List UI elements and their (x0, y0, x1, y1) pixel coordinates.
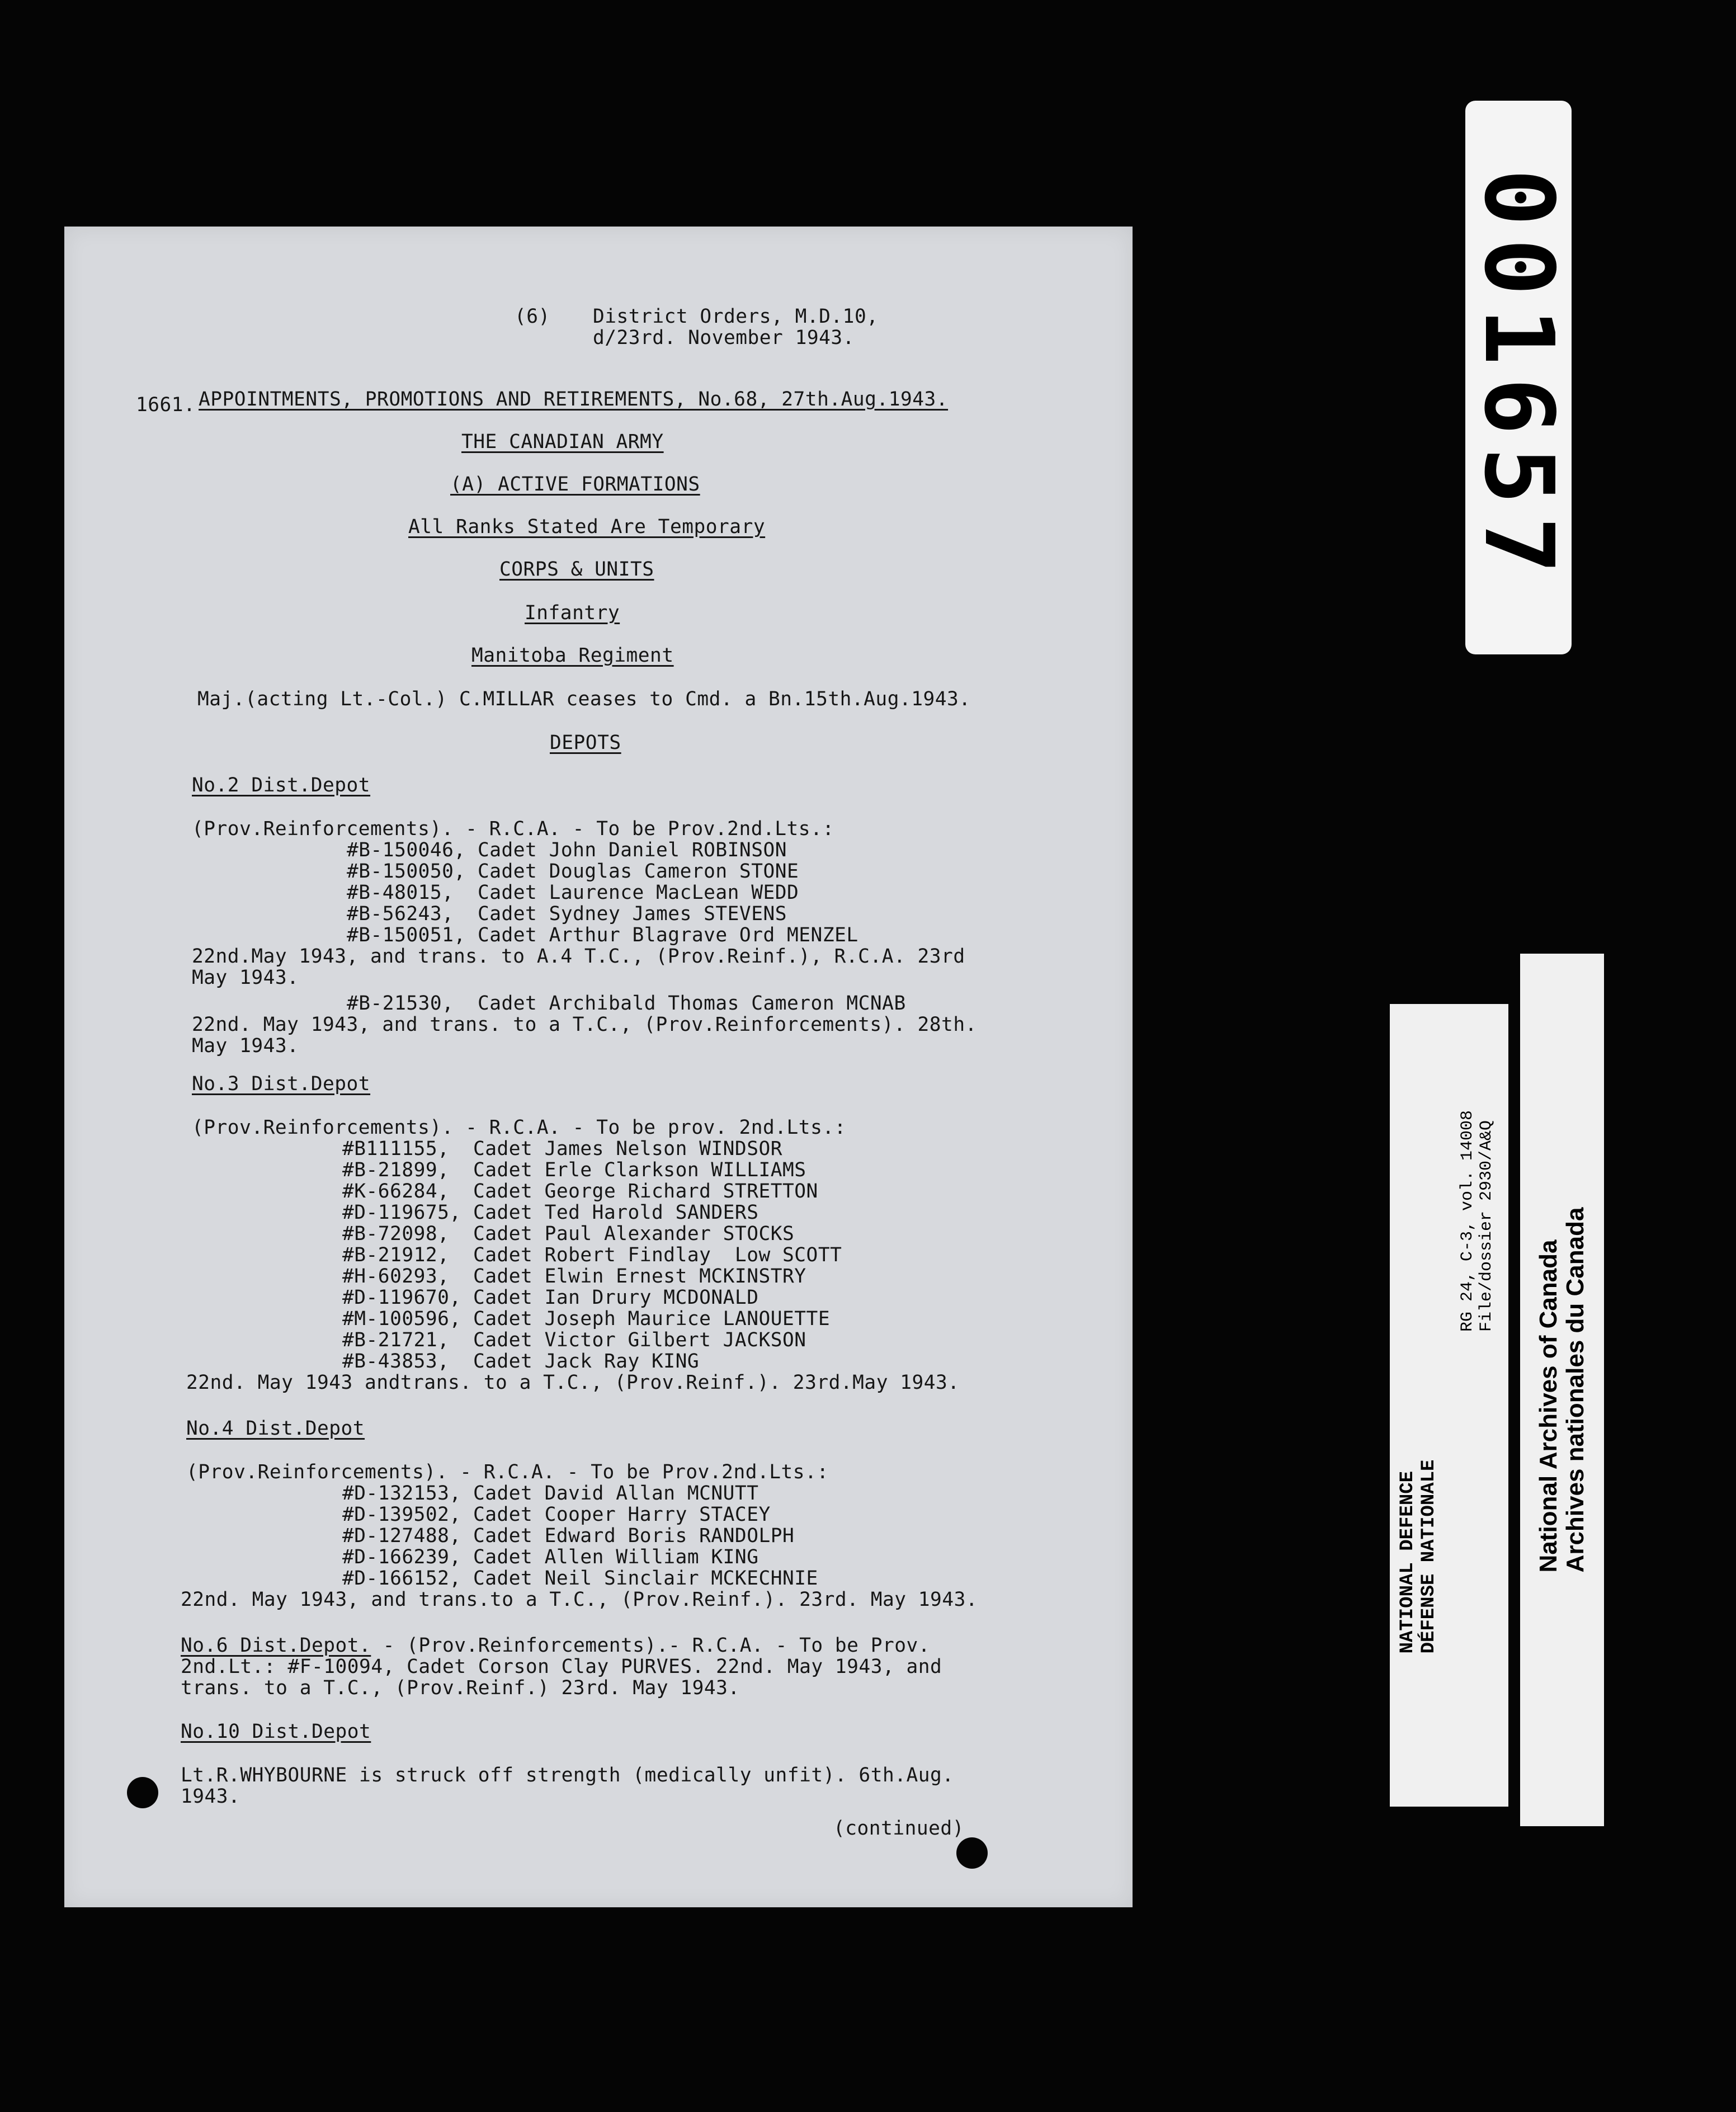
depot2-cadet-mcnab: #B-21530, Cadet Archibald Thomas Cameron MCNAB (347, 992, 906, 1015)
continued-note: (continued) (833, 1817, 964, 1840)
depot4-cadet: #D-166152, Cadet Neil Sinclair MCKECHNIE (342, 1567, 818, 1590)
depot2-cadet: #B-150050, Cadet Douglas Cameron STONE (347, 860, 799, 883)
depot6-heading: No.6 Dist.Depot. (181, 1634, 371, 1657)
army-heading: THE CANADIAN ARMY (461, 431, 664, 453)
depot2-cadet: #B-150051, Cadet Arthur Blagrave Ord MENZEL (347, 924, 858, 946)
depot2-heading: No.2 Dist.Depot (192, 774, 371, 796)
archives-en: National Archives of Canada (1535, 1239, 1562, 1573)
depot3-cadet: #K-66284, Cadet George Richard STRETTON (342, 1180, 818, 1203)
depot10-heading: No.10 Dist.Depot (181, 1720, 371, 1743)
depots-heading: DEPOTS (550, 732, 621, 754)
depot2-intro: (Prov.Reinforcements). - R.C.A. - To be Prov.2nd.Lts.: (192, 818, 834, 840)
depot2-transfer-2-date: May 1943. (192, 1035, 299, 1057)
regiment-heading: Manitoba Regiment (471, 644, 674, 667)
depot4-cadet: #D-127488, Cadet Edward Boris RANDOLPH (342, 1525, 795, 1547)
district-orders-line: District Orders, M.D.10, (593, 305, 879, 328)
depot6-line1 (181, 1635, 930, 1656)
defence-en: NATIONAL DEFENCE (1397, 1470, 1418, 1653)
depot2-transfer-date: May 1943. (192, 967, 299, 989)
formations-heading: (A) ACTIVE FORMATIONS (450, 473, 700, 496)
depot4-heading: No.4 Dist.Depot (186, 1417, 365, 1440)
punch-hole-mark (956, 1837, 988, 1869)
depot3-cadet: #B111155, Cadet James Nelson WINDSOR (342, 1138, 783, 1160)
depot4-cadet: #D-132153, Cadet David Allan MCNUTT (342, 1482, 759, 1505)
depot3-transfer: 22nd. May 1943 andtrans. to a T.C., (Prov.Reinf.). 23rd.May 1943. (186, 1371, 960, 1394)
depot2-transfer: 22nd.May 1943, and trans. to A.4 T.C., (Prov.Reinf.), R.C.A. 23rd (192, 945, 965, 968)
depot3-cadet: #H-60293, Cadet Elwin Ernest MCKINSTRY (342, 1265, 806, 1288)
depot4-intro: (Prov.Reinforcements). - R.C.A. - To be Prov.2nd.Lts.: (186, 1461, 829, 1483)
orders-date: d/23rd. November 1943. (593, 327, 855, 349)
depot6-intro: - (Prov.Reinforcements).- R.C.A. - To be Prov. (371, 1634, 931, 1657)
depot3-cadet: #B-21721, Cadet Victor Gilbert JACKSON (342, 1329, 806, 1351)
section-title: APPOINTMENTS, PROMOTIONS AND RETIREMENTS, No.68, 27th.Aug.1943. (199, 388, 949, 411)
depot2-cadet: #B-48015, Cadet Laurence MacLean WEDD (347, 881, 799, 904)
archives-fr: Archives nationales du Canada (1562, 1207, 1589, 1573)
punch-hole-mark (127, 1777, 158, 1808)
depot3-heading: No.3 Dist.Depot (192, 1073, 371, 1095)
archives-label (1520, 954, 1604, 1826)
frame-number: 001657 (1463, 168, 1574, 587)
depot6-line2: 2nd.Lt.: #F-10094, Cadet Corson Clay PURVES. 22nd. May 1943, and (181, 1656, 942, 1678)
archives-name-block (1535, 1208, 1589, 1573)
depot10-line2: 1943. (181, 1785, 240, 1808)
depot4-transfer: 22nd. May 1943, and trans.to a T.C., (Prov.Reinf.). 23rd. May 1943. (181, 1588, 978, 1611)
department-name-block (1397, 1459, 1440, 1653)
millar-entry: Maj.(acting Lt.-Col.) C.MILLAR ceases to Cmd. a Bn.15th.Aug.1943. (197, 688, 971, 710)
infantry-heading: Infantry (525, 602, 620, 624)
depot4-cadet: #D-139502, Cadet Cooper Harry STACEY (342, 1503, 771, 1526)
document-page (64, 227, 1133, 1907)
depot6-line3: trans. to a T.C., (Prov.Reinf.) 23rd. May 1943. (181, 1677, 740, 1699)
depot3-cadet: #B-21912, Cadet Robert Findlay Low SCOTT (342, 1244, 842, 1266)
file-number: File/dossier 2930/A&Q (1477, 1120, 1496, 1332)
depot4-cadet: #D-166239, Cadet Allen William KING (342, 1546, 759, 1568)
depot3-intro: (Prov.Reinforcements). - R.C.A. - To be prov. 2nd.Lts.: (192, 1116, 846, 1139)
depot3-cadet: #B-72098, Cadet Paul Alexander STOCKS (342, 1223, 795, 1245)
page-number: (6) (515, 305, 550, 328)
depot3-cadet: #B-43853, Cadet Jack Ray KING (342, 1350, 700, 1373)
depot3-cadet: #D-119675, Cadet Ted Harold SANDERS (342, 1201, 759, 1224)
depot3-cadet: #D-119670, Cadet Ian Drury MCDONALD (342, 1286, 759, 1309)
record-group: RG 24, C-3, vol. 14008 (1458, 1110, 1477, 1332)
reference-block (1458, 1110, 1496, 1331)
depot2-cadet: #B-56243, Cadet Sydney James STEVENS (347, 903, 787, 925)
depot2-transfer-2: 22nd. May 1943, and trans. to a T.C., (Prov.Reinforcements). 28th. (192, 1013, 977, 1036)
defence-fr: DÉFENSE NATIONALE (1418, 1459, 1440, 1653)
depot10-line1: Lt.R.WHYBOURNE is struck off strength (medically unfit). 6th.Aug. (181, 1764, 954, 1786)
depot3-cadet: #M-100596, Cadet Joseph Maurice LANOUETTE (342, 1308, 831, 1330)
depot3-cadet: #B-21899, Cadet Erle Clarkson WILLIAMS (342, 1159, 806, 1181)
department-label (1390, 1004, 1508, 1807)
section-number: 1661. (136, 394, 196, 416)
ranks-heading: All Ranks Stated Are Temporary (408, 516, 766, 538)
corps-heading: CORPS & UNITS (499, 558, 654, 581)
depot2-cadet: #B-150046, Cadet John Daniel ROBINSON (347, 839, 787, 861)
frame-number-label (1465, 101, 1572, 654)
